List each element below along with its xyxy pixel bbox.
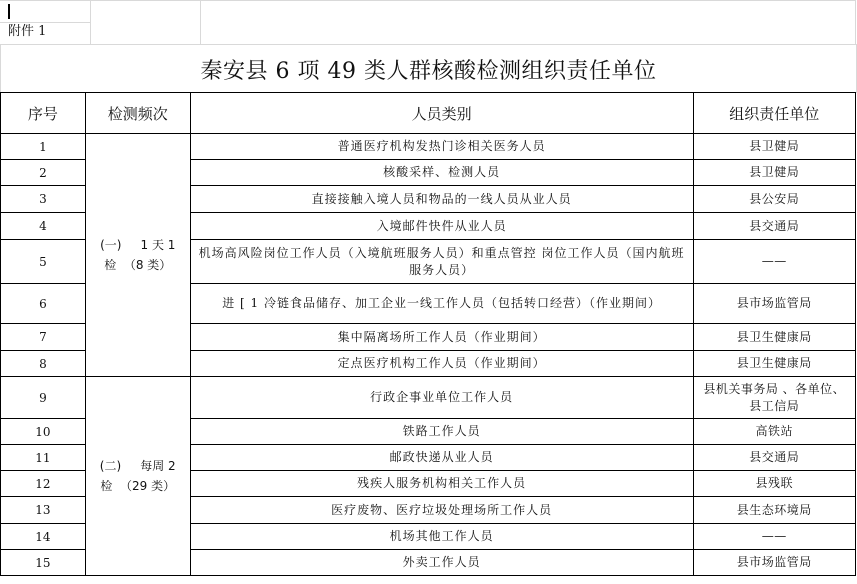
row-number: 5: [1, 240, 86, 284]
category-cell: 残疾人服务机构相关工作人员: [190, 471, 693, 497]
frequency-line-2: 检 （29 类）: [100, 479, 176, 493]
unit-cell: 县卫健局: [693, 134, 855, 160]
category-cell: 普通医疗机构发热门诊相关医务人员: [190, 134, 693, 160]
row-number: 3: [1, 186, 86, 213]
category-cell: 医疗废物、医疗垃圾处理场所工作人员: [190, 497, 693, 524]
frequency-line-1: (二) 每周 2: [99, 459, 176, 473]
row-number: 14: [1, 524, 86, 550]
category-cell: 入境邮件快件从业人员: [190, 213, 693, 240]
category-cell: 集中隔离场所工作人员（作业期间）: [190, 324, 693, 351]
table-header-row: [1, 93, 856, 134]
unit-cell: 县公安局: [693, 186, 855, 213]
unit-cell: 县卫健局: [693, 160, 855, 186]
attachment-label: 附件 1: [8, 24, 47, 39]
frequency-cell: [85, 134, 190, 377]
category-cell: 邮政快递从业人员: [190, 445, 693, 471]
category-cell: 外卖工作人员: [190, 550, 693, 576]
responsibility-table: [0, 92, 856, 576]
table-row: [1, 134, 856, 160]
title-cell: [0, 44, 857, 93]
category-cell: 铁路工作人员: [190, 419, 693, 445]
header-category: 人员类别: [190, 93, 693, 134]
unit-cell: 县交通局: [693, 213, 855, 240]
row-number: 2: [1, 160, 86, 186]
row-number: 4: [1, 213, 86, 240]
category-cell: 行政企事业单位工作人员: [190, 377, 693, 419]
unit-cell: 县机关事务局 、各单位、县工信局: [693, 377, 855, 419]
row-number: 12: [1, 471, 86, 497]
category-cell: 进 [ 1 冷链食品储存、加工企业一线工作人员（包括转口经营）（作业期间）: [190, 284, 693, 324]
unit-cell: 县市场监管局: [693, 550, 855, 576]
frequency-line-1: (一) 1 天 1: [100, 238, 176, 252]
header-frequency: 检测频次: [85, 93, 190, 134]
unit-cell: 高铁站: [693, 419, 855, 445]
page-title: 秦安县 6 项 49 类人群核酸检测组织责任单位: [200, 58, 657, 84]
row-number: 8: [1, 351, 86, 377]
row-number: 15: [1, 550, 86, 576]
category-cell: 机场其他工作人员: [190, 524, 693, 550]
frequency-cell: [85, 377, 190, 576]
header-unit: 组织责任单位: [693, 93, 855, 134]
frequency-line-2: 检 （8 类）: [104, 258, 172, 272]
empty-grid-cells: [0, 0, 856, 44]
category-cell: 核酸采样、检测人员: [190, 160, 693, 186]
table-row: [1, 377, 856, 419]
row-number: 6: [1, 284, 86, 324]
unit-cell: 县残联: [693, 471, 855, 497]
row-number: 1: [1, 134, 86, 160]
category-cell: 直接接触入境人员和物品的一线人员从业人员: [190, 186, 693, 213]
unit-cell: 县卫生健康局: [693, 324, 855, 351]
unit-cell: 县市场监管局: [693, 284, 855, 324]
row-number: 13: [1, 497, 86, 524]
table-body: [1, 134, 856, 576]
row-number: 10: [1, 419, 86, 445]
unit-cell: 县生态环境局: [693, 497, 855, 524]
unit-cell: ——: [693, 240, 855, 284]
unit-cell: 县卫生健康局: [693, 351, 855, 377]
header-no: 序号: [1, 93, 86, 134]
row-number: 11: [1, 445, 86, 471]
row-number: 7: [1, 324, 86, 351]
unit-cell: ——: [693, 524, 855, 550]
category-cell: 机场高风险岗位工作人员（入境航班服务人员）和重点管控 岗位工作人员（国内航班服务人员）: [190, 240, 693, 284]
category-cell: 定点医疗机构工作人员（作业期间）: [190, 351, 693, 377]
row-number: 9: [1, 377, 86, 419]
unit-cell: 县交通局: [693, 445, 855, 471]
